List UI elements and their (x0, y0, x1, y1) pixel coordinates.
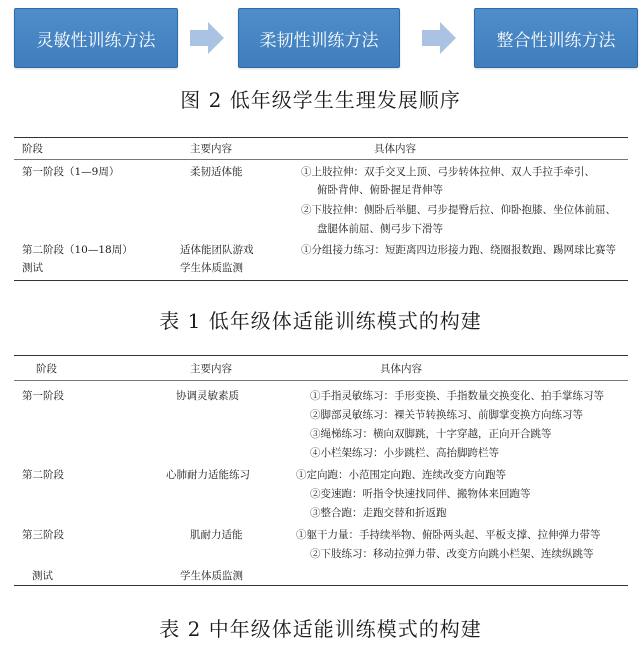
table-row-main: 学生体质监测 (180, 570, 243, 582)
table-row-detail: ①分组接力练习：短距离四边形接力跑、绕圈报数跑、踢网球比赛等 (301, 244, 616, 256)
table-row-detail: ④小栏架练习：小步跳栏、高抬脚跨栏等 (310, 447, 499, 459)
flow-step-integration: 整合性训练方法 (474, 8, 638, 68)
table-bottom-rule (14, 585, 628, 586)
table-top-rule (14, 137, 628, 138)
table-row-stage: 第一阶段 (22, 390, 64, 402)
table-row-stage: 第二阶段 (22, 469, 64, 481)
table-header-details: 具体内容 (380, 363, 422, 375)
table-header-rule (14, 159, 628, 160)
table-row-main: 肌耐力适能 (190, 529, 243, 541)
right-arrow-icon (190, 22, 224, 54)
table-row-stage: 第一阶段（1—9周） (22, 166, 120, 178)
flow-step-flexibility: 柔韧性训练方法 (238, 8, 400, 68)
table-row-main: 协调灵敏素质 (176, 390, 239, 402)
table-row-detail: ①手指灵敏练习：手形变换、手指数量交换变化、拍手掌练习等 (310, 390, 604, 402)
table-header-rule (14, 380, 628, 381)
table-header-stage: 阶段 (36, 363, 57, 375)
table-row-detail: ①上肢拉伸：双手交叉上顶、弓步转体拉伸、双人手拉手牵引、 (301, 166, 595, 178)
table-header-details: 具体内容 (374, 143, 416, 155)
figure-caption: 图 2 低年级学生生理发展顺序 (180, 88, 461, 112)
table-1-caption: 表 1 低年级体适能训练模式的构建 (159, 309, 482, 333)
table-row-detail: ②下肢拉伸：侧卧后举腿、弓步提臀后拉、仰卧抱膝、坐位体前屈、 (301, 204, 616, 216)
flow-diagram (0, 0, 641, 78)
table-row-detail: ①定向跑：小范围定向跑、连续改变方向跑等 (296, 469, 506, 481)
table-row-main: 柔韧适体能 (190, 166, 243, 178)
table-row-stage: 测试 (22, 262, 43, 274)
table-header-main: 主要内容 (190, 363, 232, 375)
table-row-detail: ①躯干力量：手持续举物、俯卧两头起、平板支撑、拉伸弹力带等 (296, 529, 601, 541)
table-header-stage: 阶段 (22, 143, 43, 155)
table-bottom-rule (14, 280, 628, 281)
table-row-detail: ②变速跑：听指令快速找同伴、搬物体来回跑等 (310, 488, 531, 500)
table-row-detail: 盘腿体前屈、侧弓步下滑等 (317, 223, 443, 235)
table-row-main: 学生体质监测 (180, 262, 243, 274)
table-row-main: 适体能团队游戏 (180, 244, 254, 256)
table-row-detail: 俯卧背伸、俯卧握足背伸等 (317, 184, 443, 196)
table-row-stage: 测试 (32, 570, 53, 582)
right-arrow-icon (422, 22, 456, 54)
table-top-rule (14, 355, 628, 356)
table-row-detail: ②脚部灵敏练习：裸关节转换练习、前脚掌变换方向练习等 (310, 409, 583, 421)
table-1 (14, 137, 628, 282)
table-row-stage: 第三阶段 (22, 529, 64, 541)
flow-step-agility: 灵敏性训练方法 (14, 8, 178, 68)
table-row-detail: ③绳梯练习：横向双脚跳，十字穿越，正向开合跳等 (310, 428, 552, 440)
table-2 (14, 355, 628, 587)
table-row-stage: 第二阶段（10—18周） (22, 244, 133, 256)
table-row-detail: ③整合跑：走跑交替和折返跑 (310, 507, 447, 519)
table-row-main: 心肺耐力适能练习 (166, 469, 250, 481)
table-2-caption: 表 2 中年级体适能训练模式的构建 (159, 617, 482, 641)
table-header-main: 主要内容 (190, 143, 232, 155)
table-row-detail: ②下肢练习：移动拉弹力带、改变方向跳小栏架、连续纵跳等 (310, 548, 594, 560)
